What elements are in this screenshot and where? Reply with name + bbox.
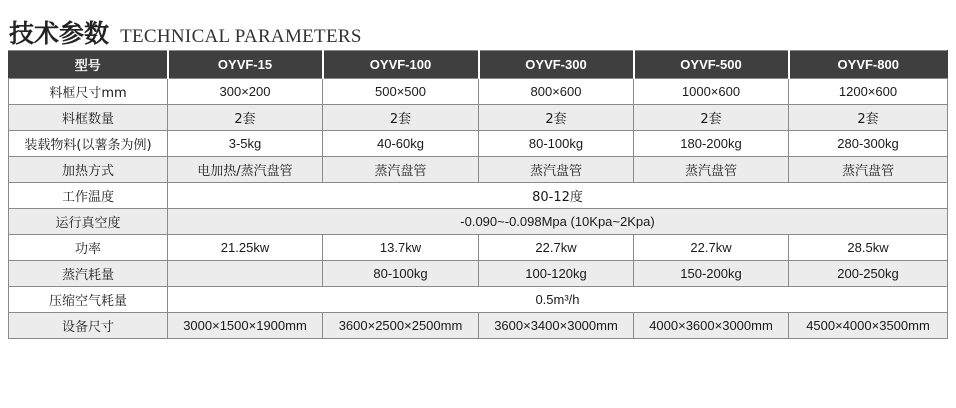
table-cell: 80-100kg (323, 261, 479, 287)
table-cell: 蒸汽盘管 (479, 157, 634, 183)
title-chinese: 技术参数 (9, 19, 110, 48)
table-row (9, 287, 948, 313)
table-cell: 4000×3600×3000mm (634, 313, 789, 339)
table-row (9, 235, 948, 261)
table-row (9, 261, 948, 287)
table-cell: 80-100kg (479, 131, 634, 157)
merged-cell: 80-12度 (168, 183, 948, 209)
table-cell: 1200×600 (789, 79, 948, 105)
row-label: 料框尺寸mm (9, 79, 168, 105)
table-cell: 2套 (634, 105, 789, 131)
table-cell: 2套 (479, 105, 634, 131)
row-label: 设备尺寸 (9, 313, 168, 339)
row-label: 运行真空度 (9, 209, 168, 235)
table-cell: 4500×4000×3500mm (789, 313, 948, 339)
row-label: 工作温度 (9, 183, 168, 209)
table-row (9, 131, 948, 157)
table-cell: 21.25kw (168, 235, 323, 261)
table-cell: 13.7kw (323, 235, 479, 261)
table-cell: 2套 (168, 105, 323, 131)
row-label: 加热方式 (9, 157, 168, 183)
merged-cell: -0.090~-0.098Mpa (10Kpa~2Kpa) (168, 209, 948, 235)
table-row (9, 79, 948, 105)
table-row (9, 105, 948, 131)
table-cell: 22.7kw (479, 235, 634, 261)
table-cell: 3-5kg (168, 131, 323, 157)
title-english: TECHNICAL PARAMETERS (120, 26, 362, 47)
table-cell: 蒸汽盘管 (789, 157, 948, 183)
table-row (9, 183, 948, 209)
table-cell: 800×600 (479, 79, 634, 105)
table-cell: 电加热/蒸汽盘管 (168, 157, 323, 183)
parameters-table (8, 50, 948, 339)
table-cell: 3600×2500×2500mm (323, 313, 479, 339)
row-label: 料框数量 (9, 105, 168, 131)
table-cell: 3600×3400×3000mm (479, 313, 634, 339)
table-cell: 300×200 (168, 79, 323, 105)
merged-cell: 0.5m³/h (168, 287, 948, 313)
table-cell: 200-250kg (789, 261, 948, 287)
table-cell: 22.7kw (634, 235, 789, 261)
table-cell: 2套 (323, 105, 479, 131)
table-cell: 180-200kg (634, 131, 789, 157)
table-row (9, 313, 948, 339)
header-model: OYVF-800 (789, 51, 948, 79)
table-cell: 3000×1500×1900mm (168, 313, 323, 339)
header-model: OYVF-500 (634, 51, 789, 79)
table-cell: 28.5kw (789, 235, 948, 261)
header-label: 型号 (9, 51, 168, 79)
table-cell (168, 261, 323, 287)
table-cell: 40-60kg (323, 131, 479, 157)
table-cell: 1000×600 (634, 79, 789, 105)
row-label: 蒸汽耗量 (9, 261, 168, 287)
table-row (9, 157, 948, 183)
table-cell: 500×500 (323, 79, 479, 105)
table-cell: 100-120kg (479, 261, 634, 287)
header-model: OYVF-15 (168, 51, 323, 79)
table-cell: 蒸汽盘管 (634, 157, 789, 183)
table-row (9, 209, 948, 235)
table-cell: 2套 (789, 105, 948, 131)
table-cell: 280-300kg (789, 131, 948, 157)
row-label: 装载物料(以薯条为例) (9, 131, 168, 157)
table-cell: 150-200kg (634, 261, 789, 287)
page-title (9, 14, 362, 48)
row-label: 压缩空气耗量 (9, 287, 168, 313)
table-header-row (9, 51, 948, 79)
header-model: OYVF-300 (479, 51, 634, 79)
header-model: OYVF-100 (323, 51, 479, 79)
row-label: 功率 (9, 235, 168, 261)
table-cell: 蒸汽盘管 (323, 157, 479, 183)
